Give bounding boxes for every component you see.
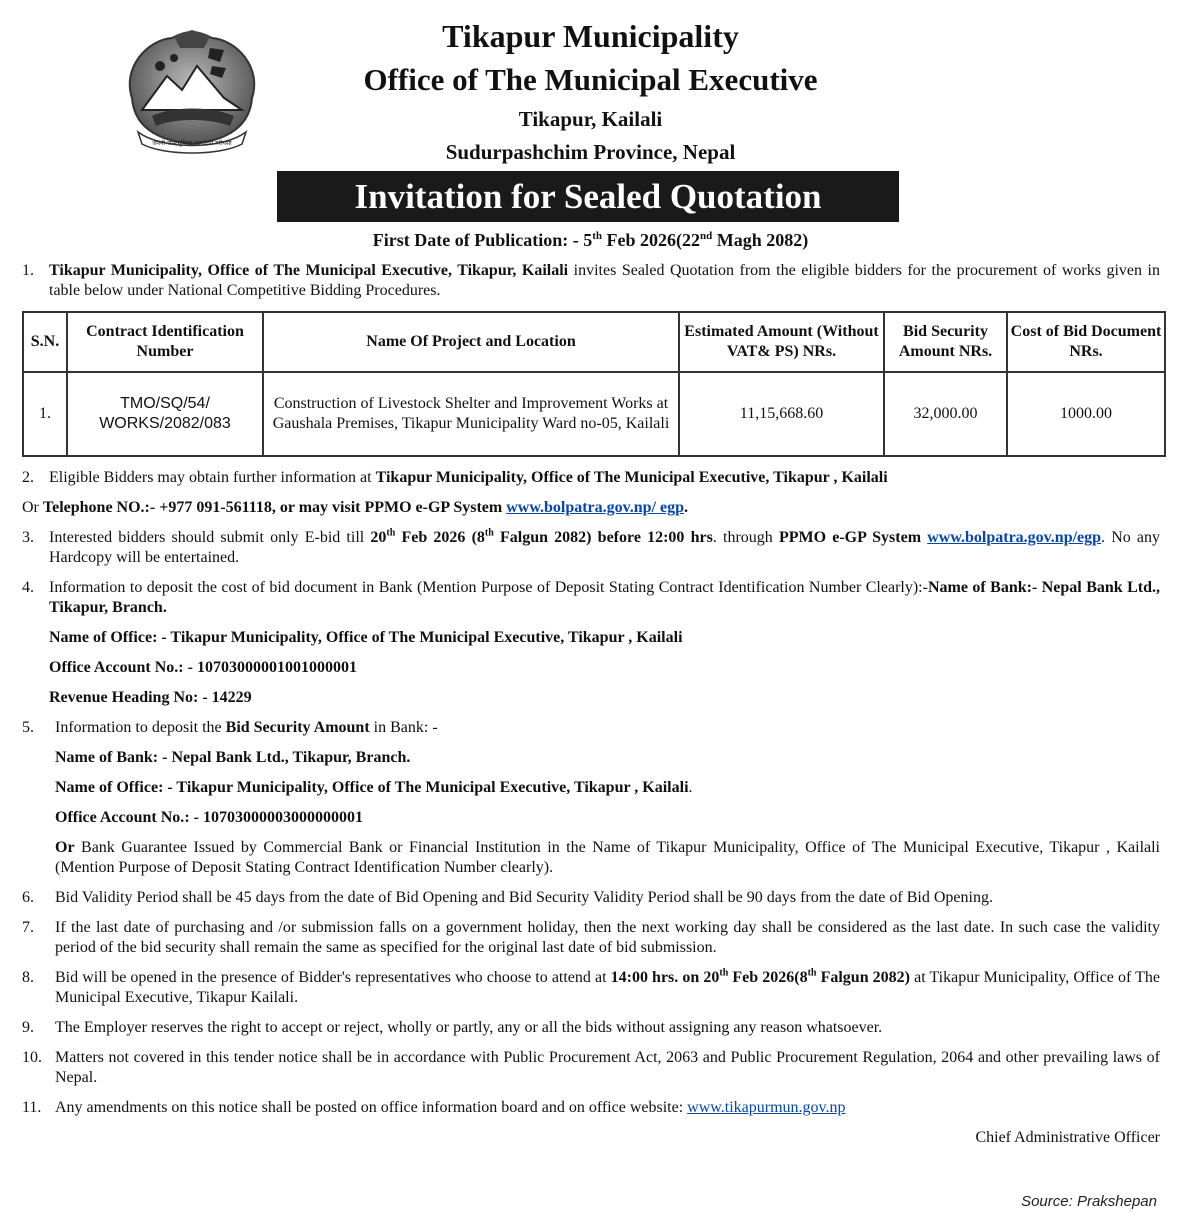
bolpatra-link[interactable]: www.bolpatra.gov.np/ egp: [506, 499, 685, 516]
clause-number: 9.: [22, 1019, 34, 1036]
clause-5-bank: Name of Bank: - Nepal Bank Ltd., Tikapur, Branch.: [55, 749, 411, 766]
clause-5-bold: Bid Security Amount: [225, 719, 370, 736]
col-project: Name Of Project and Location: [263, 312, 679, 372]
clause-5-guarantee: [22, 838, 1160, 878]
col-bid-security: Bid Security Amount NRs.: [884, 312, 1007, 372]
clause-8-text2: at Tikapur Municipality, Office of The Municipal Executive, Tikapur Kailali.: [55, 969, 1161, 1006]
publication-nepali-suffix: nd: [700, 230, 713, 242]
cell-sn: 1.: [23, 372, 67, 456]
clause-4-account: Office Account No.: - 10703000001001000001: [49, 659, 357, 676]
notice-body: [22, 261, 1160, 1148]
clause-9-text: The Employer reserves the right to accept or reject, wholly or partly, any or all the bids without assigning any reason whatsoever.: [55, 1019, 883, 1036]
office-location: Tikapur, Kailali: [518, 107, 663, 131]
clause-5-office: Name of Office: - Tikapur Municipality, Office of The Municipal Executive, Tikapur , Kailali: [55, 779, 689, 796]
clause-5-account-line: [22, 808, 1160, 828]
clause-2-bold: Tikapur Municipality, Office of The Municipal Executive, Tikapur , Kailali: [375, 469, 888, 486]
clause-7-text: If the last date of purchasing and /or submission falls on a government holiday, then the next working day shall be considered as the last date. In such case the validity period of the bid security shall remain the same as specified for the original last date of bid submission.: [55, 919, 1160, 956]
notice-title-banner: Invitation for Sealed Quotation: [277, 171, 899, 222]
office-name: Office of The Municipal Executive: [363, 62, 818, 97]
header-titles: [0, 14, 1181, 168]
clause-1-text: invites Sealed Quotation from the eligible bidders for the procurement of works given in table below under National Competitive Bidding Procedures.: [49, 262, 1160, 299]
clause-6: [22, 888, 1160, 908]
clause-5-office-end: .: [688, 779, 693, 796]
publication-dash: -: [572, 230, 579, 250]
clause-5-text: Information to deposit the: [55, 719, 222, 736]
col-bid-doc-cost: Cost of Bid Document NRs.: [1007, 312, 1165, 372]
clause-8-date: Feb 2026(8: [732, 969, 808, 986]
clause-4-text: Information to deposit the cost of bid document in Bank (Mention Purpose of Deposit Stating Contract Identification Number Clearly):-: [49, 579, 928, 596]
contact-end: .: [684, 499, 689, 516]
clause-3-text: Interested bidders should submit only E-bid till: [49, 529, 365, 546]
procurement-table: [22, 311, 1166, 457]
clause-1-bold: Tikapur Municipality, Office of The Municipal Executive, Tikapur, Kailali: [49, 262, 569, 279]
col-estimated-amount: Estimated Amount (Without VAT& PS) NRs.: [679, 312, 884, 372]
clause-3-through: . through: [712, 529, 773, 546]
clause-number: 5.: [22, 719, 34, 736]
clause-number: 2.: [22, 469, 34, 486]
clause-number: 3.: [22, 529, 34, 546]
clause-3-deadline: Falgun 2082) before 12:00 hrs: [500, 529, 713, 546]
cell-project: Construction of Livestock Shelter and Improvement Works at Gaushala Premises, Tikapur Municipality Ward no-05, Kailali: [263, 372, 679, 456]
clause-4-bank: Name of Bank:- Nepal Bank Ltd., Tikapur, Branch.: [49, 579, 1161, 616]
clause-7: [22, 918, 1160, 958]
publication-label: First Date of Publication:: [372, 230, 569, 250]
table-header-row: [23, 312, 1165, 372]
clause-number: 1.: [22, 262, 34, 279]
clause-11-text: Any amendments on this notice shall be posted on office information board and on office website:: [55, 1099, 684, 1116]
egp-link[interactable]: www.bolpatra.gov.np/egp: [927, 529, 1102, 546]
publication-day: 5: [583, 230, 593, 250]
publication-day-suffix: th: [592, 230, 602, 242]
clause-number: 11.: [22, 1099, 42, 1116]
clause-3-date-month: Feb 2026 (8: [401, 529, 485, 546]
clause-10: [22, 1048, 1160, 1088]
clause-5-office-line: [22, 778, 1160, 798]
clause-number: 8.: [22, 969, 34, 986]
clause-4: [22, 578, 1160, 618]
clause-2-text: Eligible Bidders may obtain further information at: [49, 469, 372, 486]
contact-telephone: Telephone NO.:- +977 091-561118, or may visit PPMO e-GP System: [42, 499, 503, 516]
clause-8-day-suffix: th: [719, 967, 729, 979]
clause-number: 10.: [22, 1049, 42, 1066]
clause-3-system: PPMO e-GP System: [778, 529, 922, 546]
publication-date: [0, 228, 1181, 252]
clause-9: [22, 1018, 1160, 1038]
clause-3: [22, 528, 1160, 568]
clause-3-date-day: 20: [370, 529, 387, 546]
clause-5-account: : - 10703000003000000001: [184, 809, 363, 826]
clause-8-nepali-suffix: th: [807, 967, 817, 979]
clause-4-office: Name of Office: - Tikapur Municipality, Office of The Municipal Executive, Tikapur , Kailali: [49, 629, 683, 646]
clause-3-nepali-suffix: th: [484, 527, 494, 539]
clause-5-guarantee-text: Bank Guarantee Issued by Commercial Bank or Financial Institution in the Name of Tikapur Municipality, Office of The Municipal Executive, Tikapur , Kailali (Mention Purpose of Deposit Stating Contract Identification Number clearly).: [55, 839, 1161, 876]
clause-number: 6.: [22, 889, 34, 906]
clause-8-nepali-date: Falgun 2082): [820, 969, 911, 986]
clause-8-time: 14:00 hrs. on 20: [610, 969, 720, 986]
contact-or: Or: [22, 499, 39, 516]
source-credit: Source: Prakshepan: [1021, 1193, 1157, 1210]
clause-5-account-label: Office Account No.: [55, 809, 185, 826]
clause-5: [22, 718, 1160, 738]
emblem-motto: जननी जन्मभूमिश्च स्वर्गादपि गरीयसी: [152, 140, 232, 147]
cell-bid-doc-cost: 1000.00: [1007, 372, 1165, 456]
publication-nepali-date: Magh 2082): [716, 230, 809, 250]
clause-1: [22, 261, 1160, 301]
clause-number: 4.: [22, 579, 34, 596]
publication-date-rest: Feb 2026(22: [606, 230, 700, 250]
municipality-website-link[interactable]: www.tikapurmun.gov.np: [687, 1099, 846, 1116]
col-sn: S.N.: [23, 312, 67, 372]
municipality-name: Tikapur Municipality: [442, 18, 739, 54]
col-contract-id: Contract Identification Number: [67, 312, 263, 372]
province-name: Sudurpashchim Province, Nepal: [445, 140, 736, 164]
clause-10-text: Matters not covered in this tender notice shall be in accordance with Public Procurement Act, 2063 and Public Procurement Regulation, 2064 and other prevailing laws of Nepal.: [55, 1049, 1160, 1086]
notice-header: [0, 0, 1181, 170]
clause-5-text2: in Bank: -: [373, 719, 438, 736]
clause-4-revenue: Revenue Heading No: - 14229: [49, 689, 252, 706]
cell-estimated-amount: 11,15,668.60: [679, 372, 884, 456]
clause-number: 7.: [22, 919, 34, 936]
clause-2-contact: [22, 498, 1160, 518]
signatory: Chief Administrative Officer: [975, 1129, 1160, 1146]
clause-3-end: . No any Hardcopy will be entertained.: [49, 529, 1161, 566]
cell-contract-id: TMO/SQ/54/ WORKS/2082/083: [67, 372, 263, 456]
cell-bid-security: 32,000.00: [884, 372, 1007, 456]
clause-3-date-suffix: th: [386, 527, 396, 539]
clause-11: [22, 1098, 1160, 1118]
clause-6-text: Bid Validity Period shall be 45 days from the date of Bid Opening and Bid Security Validity Period shall be 90 days from the date of Bid Opening.: [55, 889, 993, 906]
table-row: [23, 372, 1165, 456]
clause-8-text: Bid will be opened in the presence of Bidder's representatives who choose to attend at: [55, 969, 607, 986]
clause-8: [22, 968, 1160, 1008]
clause-5-or: Or: [55, 839, 75, 856]
clause-2: [22, 468, 1160, 488]
